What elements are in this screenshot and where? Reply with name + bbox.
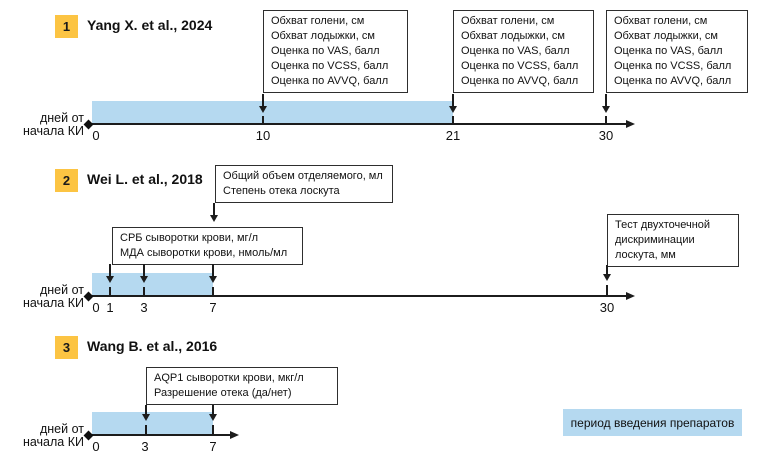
measurement-line: Оценка по VAS, балл	[271, 45, 380, 57]
study-1-number-badge: 1	[55, 15, 78, 38]
study-3-measurement-box-days-3-7	[146, 367, 338, 405]
arrow-stem	[452, 94, 454, 106]
down-arrow-icon	[603, 274, 611, 281]
measurement-line: AQP1 сыворотки крови, мкг/л	[154, 372, 304, 384]
measurement-line: Тест двухточечной	[615, 219, 711, 231]
study-2-measurement-box-day30	[607, 214, 739, 267]
arrow-stem	[109, 264, 111, 276]
tick-label: 0	[92, 300, 100, 315]
tick-label: 21	[445, 128, 461, 143]
arrow-stem	[606, 265, 608, 274]
axis-label-line: дней от	[39, 283, 84, 297]
measurement-line: Оценка по VCSS, балл	[271, 60, 389, 72]
study-2-measurement-box-days-1-3-7	[112, 227, 303, 265]
tick-label: 3	[141, 439, 149, 454]
tick-label: 0	[92, 128, 100, 143]
tick-day-21	[452, 116, 454, 124]
arrow-stem	[213, 203, 215, 215]
tick-day-30	[606, 285, 608, 296]
tick-label: 7	[209, 439, 217, 454]
measurement-line: Обхват голени, см	[461, 15, 555, 27]
tick-day-1	[109, 287, 111, 296]
arrow-stem	[143, 264, 145, 276]
measurement-line: Общий объем отделяемого, мл	[223, 170, 383, 182]
measurement-line: Оценка по VAS, балл	[614, 45, 723, 57]
measurement-line: Оценка по VCSS, балл	[614, 60, 732, 72]
tick-day-30	[605, 116, 607, 124]
measurement-line: Оценка по AVVQ, балл	[461, 75, 579, 87]
tick-label: 0	[92, 439, 100, 454]
tick-day-3	[145, 425, 147, 435]
tick-day-7	[212, 425, 214, 435]
study-3-dosing-period-bar	[92, 412, 213, 435]
tick-label: 1	[106, 300, 114, 315]
study-1-title: Yang X. et al., 2024	[87, 17, 213, 33]
down-arrow-icon	[259, 106, 267, 113]
down-arrow-icon	[106, 276, 114, 283]
study-1-measurement-box-day30	[606, 10, 748, 93]
down-arrow-icon	[209, 276, 217, 283]
study-1-axis-unit-label	[0, 112, 84, 138]
measurement-line: СРБ сыворотки крови, мг/л	[120, 232, 259, 244]
tick-label: 7	[209, 300, 217, 315]
study-2-number-badge: 2	[55, 169, 78, 192]
study-3-title: Wang B. et al., 2016	[87, 338, 218, 354]
study-3-axis-unit-label	[0, 423, 84, 449]
measurement-line: Обхват голени, см	[614, 15, 708, 27]
tick-day-3	[143, 287, 145, 296]
measurement-line: лоскута, мм	[615, 249, 676, 261]
study-2-axis-arrow-icon	[626, 292, 635, 300]
arrow-stem	[212, 405, 214, 414]
measurement-line: Обхват голени, см	[271, 15, 365, 27]
arrow-stem	[262, 94, 264, 106]
study-2-measurement-box-day7	[215, 165, 393, 203]
measurement-line: Обхват лодыжки, см	[461, 30, 565, 42]
study-3-axis-arrow-icon	[230, 431, 239, 439]
axis-label-line: начала КИ	[22, 435, 84, 449]
measurement-line: МДА сыворотки крови, нмоль/мл	[120, 247, 288, 259]
measurement-line: Обхват лодыжки, см	[271, 30, 375, 42]
down-arrow-icon	[209, 414, 217, 421]
legend-label: период введения препаратов	[570, 415, 735, 430]
study-2-axis-unit-label	[0, 284, 84, 310]
legend-dosing-period	[563, 409, 742, 436]
measurement-line: дискриминации	[615, 234, 695, 246]
arrow-stem	[212, 264, 214, 276]
measurement-line: Оценка по VAS, балл	[461, 45, 570, 57]
study-1-dosing-period-bar	[92, 101, 453, 124]
axis-label-line: начала КИ	[22, 124, 84, 138]
axis-label-line: начала КИ	[22, 296, 84, 310]
arrow-stem	[145, 405, 147, 414]
measurement-line: Оценка по AVVQ, балл	[614, 75, 732, 87]
measurement-line: Разрешение отека (да/нет)	[154, 387, 292, 399]
down-arrow-icon	[142, 414, 150, 421]
tick-label: 30	[599, 300, 615, 315]
study-2-timeline-axis	[88, 295, 626, 297]
axis-label-line: дней от	[39, 422, 84, 436]
study-2-title: Wei L. et al., 2018	[87, 171, 203, 187]
study-3-timeline-axis	[88, 434, 230, 436]
tick-label: 10	[255, 128, 271, 143]
measurement-line: Оценка по VCSS, балл	[461, 60, 579, 72]
tick-day-10	[262, 116, 264, 124]
axis-label-line: дней от	[39, 111, 84, 125]
arrow-stem	[605, 94, 607, 106]
down-arrow-icon	[449, 106, 457, 113]
study-1-measurement-box-day10	[263, 10, 408, 93]
study-1-timeline-axis	[88, 123, 626, 125]
tick-label: 3	[140, 300, 148, 315]
down-arrow-icon	[210, 215, 218, 222]
measurement-line: Обхват лодыжки, см	[614, 30, 718, 42]
tick-label: 30	[598, 128, 614, 143]
measurement-line: Оценка по AVVQ, балл	[271, 75, 389, 87]
study-3-number-badge: 3	[55, 336, 78, 359]
tick-day-7	[212, 287, 214, 296]
study-1-measurement-box-day21	[453, 10, 594, 93]
study-1-axis-arrow-icon	[626, 120, 635, 128]
down-arrow-icon	[140, 276, 148, 283]
down-arrow-icon	[602, 106, 610, 113]
measurement-line: Степень отека лоскута	[223, 185, 340, 197]
